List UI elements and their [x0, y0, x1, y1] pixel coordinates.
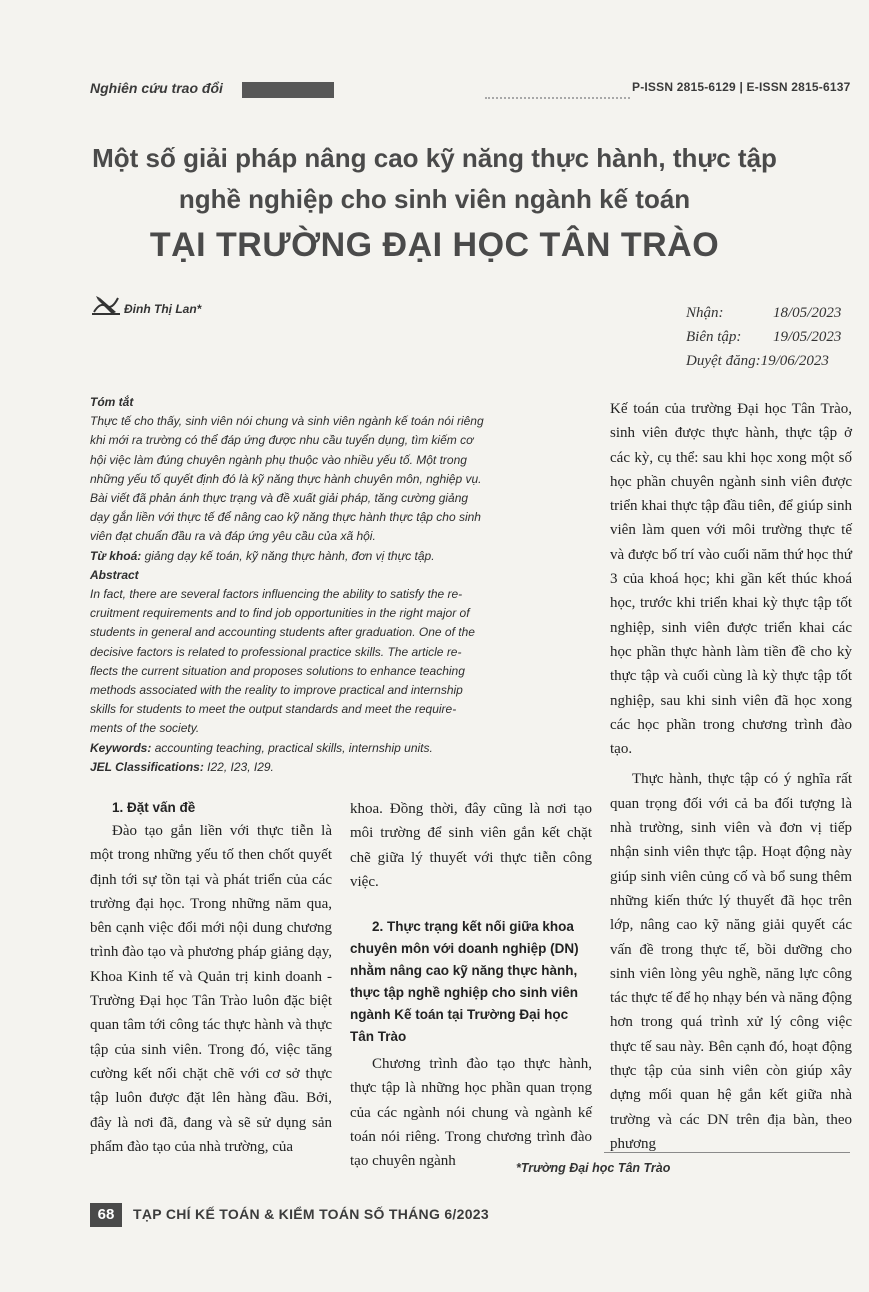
date-received: Nhận: 18/05/2023: [686, 305, 842, 321]
abstract-line: decisive factors is related to professional practice skills. The article re-: [90, 644, 462, 659]
issn: P-ISSN 2815-6129 | E-ISSN 2815-6137: [632, 80, 851, 94]
header-divider: [485, 97, 630, 99]
title-line-1: Một số giải pháp nâng cao kỹ năng thực hành, thực tập: [92, 143, 777, 173]
abstract-line: skills for students to meet the output standards and meet the require-: [90, 702, 457, 717]
abstract-line: students in general and accounting students after graduation. One of the: [90, 625, 475, 640]
paragraph: Đào tạo gắn liền với thực tiễn là một trong những yếu tố then chốt quyết định tới sự tồn tại và phát triển của các trường đại học. Trong những năm qua, bên cạnh việc đổi mới nội dung chương trình đào tạo và phương pháp giảng dạy, Khoa Kinh tế và Quản trị kinh doanh - Trường Đại học Tân Trào luôn đặc biệt quan tâm tới công tác thực hành và thực tập của sinh viên. Trong đó, việc tăng cường kết nối chặt chẽ với cơ sở thực tập luôn được đặt lên hàng đầu. Bởi, đây là nơi đã, đang và sẽ sử dụng sản phẩm đào tạo của nhà trường, của: [90, 823, 332, 1155]
paragraph: Chương trình đào tạo thực hành, thực tập là những học phần quan trọng của các ngành nói chung và ngành kế toán nói riêng. Trong chương trình đào tạo chuyên ngành: [350, 1056, 592, 1170]
tukhoa: Từ khoá: giảng dạy kế toán, kỹ năng thực hành, đơn vị thực tập.: [90, 548, 435, 563]
keywords: Keywords: accounting teaching, practical skills, internship units.: [90, 740, 433, 755]
body-column-2: [350, 797, 592, 1174]
title-line-2: nghề nghiệp cho sinh viên ngành kế toán: [178, 184, 691, 214]
tomtat-line: Thực tế cho thấy, sinh viên nói chung và sinh viên ngành kế toán nói riêng: [90, 414, 484, 429]
tomtat-line: dạy gắn liền với thực tế để nâng cao kỹ năng thực hành thực tập cho sinh: [90, 510, 481, 525]
jel-classifications: JEL Classifications: I22, I23, I29.: [90, 759, 274, 774]
tomtat-line: hội việc làm đúng chuyên ngành phụ thuộc vào nhiều yếu tố. Một trong: [90, 452, 467, 467]
body-column-3: [610, 397, 852, 1156]
pen-icon: [90, 292, 124, 318]
body-column-1: [90, 797, 332, 1159]
abstract-heading: Abstract: [90, 567, 139, 582]
journal-name: TẠP CHÍ KẾ TOÁN & KIỂM TOÁN SỐ THÁNG 6/2023: [133, 1206, 489, 1222]
paragraph: Kế toán của trường Đại học Tân Trào, sinh viên được thực hành, thực tập ở các kỳ, cụ thể: sau khi học xong một số học phần chuyên ngành sinh viên được triển khai thực tập đầu tiên, để giúp sinh viên làm quen với môi trường thực tế và được bố trí vào cuối năm thứ học thứ 3 của khoá học; khi gần kết thúc khoá học, trước khi triển khai kỳ thực tập tốt nghiệp, sinh viên được triển khai các học phần thực hành làm tiền đề cho kỳ thực tập và cuối cùng là kỳ thực tập tốt nghiệp, sau khi sinh viên đã học xong các học phần trong chương trình đào tạo.: [610, 401, 852, 758]
abstract-line: cruitment requirements and to find job opportunities in the right major of: [90, 606, 470, 621]
tomtat-heading: Tóm tắt: [90, 395, 134, 409]
abstract-line: flects the current situation and proposes solutions to enhance teaching: [90, 663, 465, 678]
title-line-3: TẠI TRƯỜNG ĐẠI HỌC TÂN TRÀO: [149, 226, 720, 264]
section-1-heading: 1. Đặt vấn đề: [112, 800, 196, 815]
tomtat-line: Bài viết đã phản ánh thực trạng và đề xuất giải pháp, tăng cường giảng: [90, 491, 469, 506]
tomtat-line: viên đạt chuẩn đầu ra và đáp ứng yêu cầu của xã hội.: [90, 529, 376, 544]
paragraph: khoa. Đồng thời, đây cũng là nơi tạo môi trường để sinh viên gắn kết chặt chẽ giữa lý thuyết với thực tiễn công việc.: [350, 801, 592, 890]
date-approved: Duyệt đăng: 19/06/2023: [686, 353, 829, 369]
footnote-divider: [604, 1152, 850, 1153]
date-edited: Biên tập: 19/05/2023: [686, 329, 842, 345]
footnote: *Trường Đại học Tân Trào: [516, 1161, 671, 1175]
tomtat-line: khi mới ra trường có thể đáp ứng được nhu cầu tuyển dụng, tìm kiếm cơ: [90, 433, 474, 448]
section-label: Nghiên cứu trao đổi: [90, 80, 223, 96]
abstract-line: In fact, there are several factors influencing the ability to satisfy the re-: [90, 587, 463, 602]
section-2-heading: 2. Thực trạng kết nối giữa khoa chuyên môn với doanh nghiệp (DN) nhằm nâng cao kỹ năng thực hành, thực tập nghề nghiệp cho sinh viên ngành Kế toán tại Trường Đại học Tân Trào: [350, 919, 579, 1045]
tomtat-line: những yếu tố quyết định đó là kỹ năng thực hành chuyên môn, nghiệp vụ.: [90, 471, 482, 486]
abstract-line: methods associated with the reality to improve practical and internship: [90, 683, 463, 698]
author-name: Đinh Thị Lan*: [124, 302, 202, 316]
paragraph: Thực hành, thực tập có ý nghĩa rất quan trọng đối với cả ba đối tượng là nhà trường, sinh viên và đơn vị tiếp nhận sinh viên thực tập. Hoạt động này giúp sinh viên củng cố và bổ sung thêm những kiến thức lý thuyết đã học trên lớp, nâng cao kỹ năng giải quyết các vấn đề trong thực tế, bồi dưỡng cho sinh viên lòng yêu nghề, năng lực công tác thực tế để họ nhạy bén và năng động hơn trong quá trình xử lý công việc thực tế sau này. Bên cạnh đó, hoạt động thực tập của sinh viên còn giúp xây dựng mối quan hệ gắn kết giữa nhà trường và các DN trên địa bàn, theo phương: [610, 771, 852, 1152]
abstract-line: ments of the society.: [90, 721, 200, 736]
article-dates: [686, 301, 841, 373]
page-number: 68: [90, 1203, 122, 1227]
header-bar: [242, 82, 334, 98]
abstract-block: [90, 393, 585, 777]
